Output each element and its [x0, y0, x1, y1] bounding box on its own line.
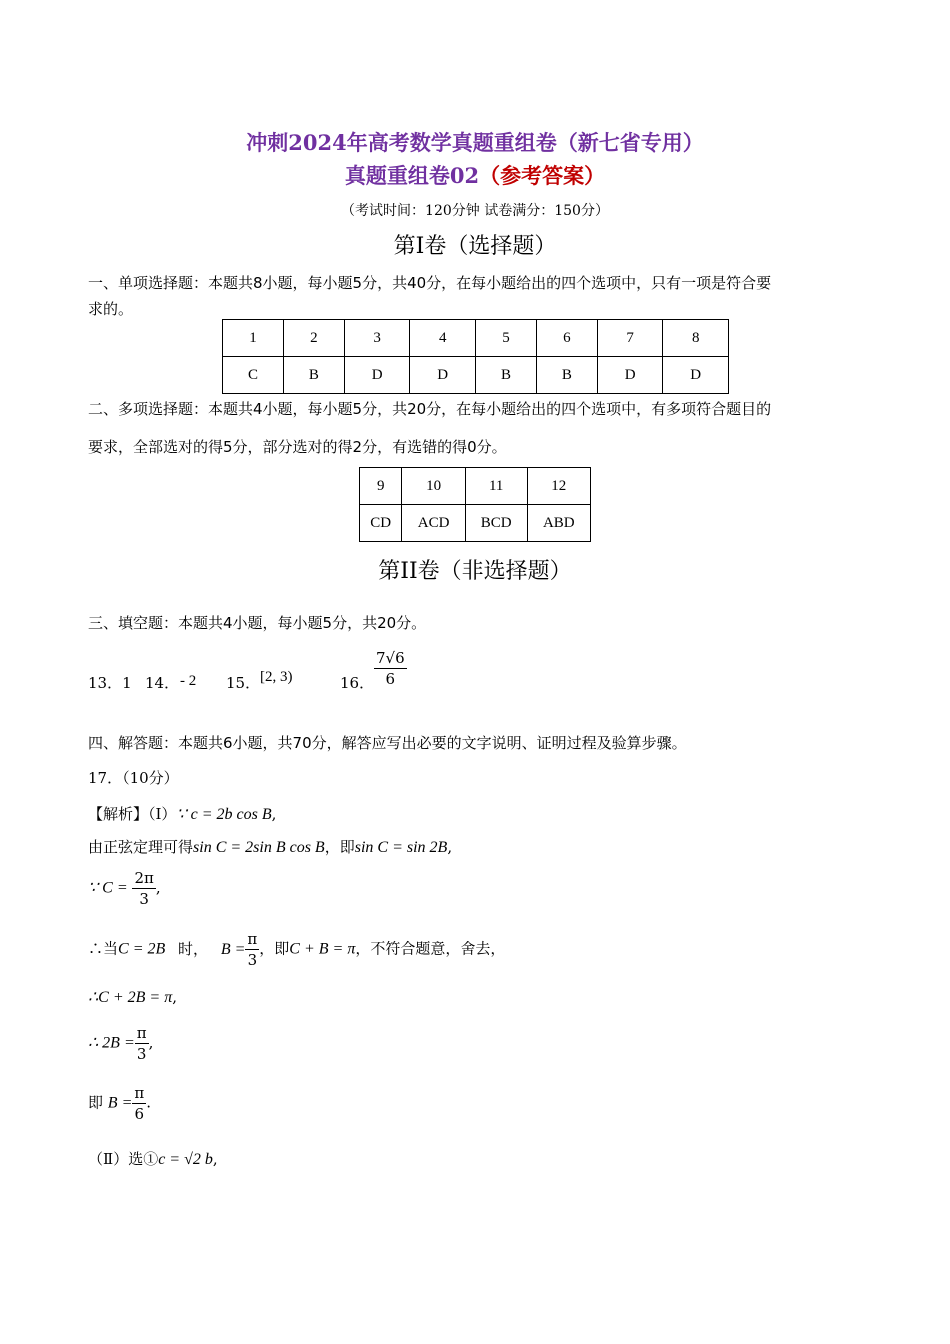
fraction-numerator: 7√6 — [376, 649, 405, 667]
table-cell: B — [283, 357, 344, 394]
section2-line1: 二、多项选择题：本题共4小题，每小题5分，共20分，在每小题给出的四个选项中，有多项符合题目的 — [88, 400, 772, 418]
table-cell: ABD — [527, 505, 590, 542]
table-cell: 12 — [527, 468, 590, 505]
multi-choice-table — [359, 467, 591, 542]
table-cell: B — [536, 357, 597, 394]
table-cell: C — [223, 357, 284, 394]
fraction-denominator: 3 — [247, 951, 258, 969]
table-row — [360, 468, 591, 505]
table-cell: 10 — [402, 468, 465, 505]
table-cell: 5 — [475, 320, 536, 357]
table-cell: D — [663, 357, 729, 394]
fill-q15-label: 15． — [226, 674, 261, 692]
fill-q16-label: 16． — [340, 674, 375, 692]
fraction-numerator: π — [247, 930, 258, 948]
solution-text: 由正弦定理可得 — [88, 838, 194, 856]
section1-line2: 求的。 — [88, 300, 134, 318]
table-row — [223, 320, 729, 357]
table-cell: D — [410, 357, 476, 394]
solution-text: 时， — [178, 939, 209, 958]
table-cell: 3 — [344, 320, 410, 357]
fill-q13: 13．1 — [88, 674, 132, 692]
solution-text: ∴当 — [88, 939, 119, 958]
math-expression: B = — [220, 940, 246, 958]
section2-line2: 要求，全部选对的得5分，部分选对的得2分，有选错的得0分。 — [88, 438, 507, 456]
q17-line4 — [88, 929, 505, 970]
fraction-numerator: 2π — [134, 869, 154, 887]
table-cell: 8 — [663, 320, 729, 357]
math-expression: ∵ c = 2b cos B — [176, 806, 272, 823]
solution-text: ，即 — [259, 939, 290, 958]
math-expression: sin C = 2sin B cos B — [193, 839, 325, 856]
single-choice-table — [222, 319, 729, 394]
table-cell: B — [475, 357, 536, 394]
section4-heading: 四、解答题：本题共6小题，共70分，解答应写出必要的文字说明、证明过程及验算步骤。 — [88, 734, 687, 752]
solution-text: 即 — [88, 1093, 104, 1112]
fill-q14-label: 14． — [145, 674, 180, 692]
table-cell: ACD — [402, 505, 465, 542]
table-cell: 9 — [360, 468, 402, 505]
solution-text: （Ⅱ）选① — [88, 1150, 159, 1168]
table-cell: 2 — [283, 320, 344, 357]
table-row — [360, 505, 591, 542]
q17-line2: 由正弦定理可得sin C = 2sin B cos B，即sin C = sin 2B, — [88, 838, 453, 856]
math-expression: c = √2 b — [158, 1151, 213, 1168]
math-expression: ∵ C = — [88, 879, 128, 897]
subtitle-main: 真题重组卷02 — [344, 163, 480, 188]
table-cell: BCD — [465, 505, 527, 542]
table-row — [223, 357, 729, 394]
q17-label: 17．（10分） — [88, 769, 179, 787]
document-subtitle — [0, 160, 950, 190]
math-expression: C = 2B — [118, 940, 166, 958]
math-expression: ∴C + 2B = π — [88, 989, 173, 1006]
fraction-denominator: 3 — [136, 1045, 147, 1063]
table-cell: 1 — [223, 320, 284, 357]
part2-heading: 第II卷（非选择题） — [378, 559, 572, 584]
table-cell: D — [344, 357, 410, 394]
fraction-numerator: π — [134, 1084, 145, 1102]
q17-line6: ∴ 2B = $\frac{\pi}{3}$ , — [88, 1024, 154, 1063]
q17-line1: 【解析】（Ⅰ）∵ c = 2b cos B, — [88, 805, 277, 823]
part1-heading: 第I卷（选择题） — [393, 234, 557, 259]
table-cell: D — [597, 357, 663, 394]
table-cell: 11 — [465, 468, 527, 505]
math-expression: ∴ 2B = — [88, 1034, 135, 1052]
fill-q16-fraction — [374, 648, 407, 689]
section1-line1: 一、单项选择题：本题共8小题，每小题5分，共40分，在每小题给出的四个选项中，只有一项是符合要 — [88, 274, 772, 292]
solution-prefix: 【解析】（Ⅰ） — [88, 805, 177, 823]
table-cell: CD — [360, 505, 402, 542]
fraction-numerator: π — [136, 1024, 147, 1042]
fill-q14-value: - 2 — [180, 673, 197, 689]
table-cell: 4 — [410, 320, 476, 357]
q17-line8: （Ⅱ）选①c = √2 b, — [88, 1150, 218, 1168]
document-title: 冲刺2024年高考数学真题重组卷（新七省专用） — [246, 130, 704, 155]
math-expression: C + B = π — [289, 940, 356, 958]
solution-text: ，即 — [324, 838, 355, 856]
fraction-denominator: 6 — [385, 670, 396, 688]
q17-line5: ∴C + 2B = π, — [88, 988, 178, 1006]
section3-heading: 三、填空题：本题共4小题，每小题5分，共20分。 — [88, 614, 427, 632]
math-expression: B = — [107, 1094, 133, 1112]
math-expression: sin C = sin 2B — [354, 839, 448, 856]
solution-text: ，不符合题意，舍去， — [355, 939, 506, 958]
fill-q15-value: [2, 3) — [260, 669, 293, 685]
q17-line7: 即 B = $\frac{\pi}{6}$ . — [88, 1084, 152, 1123]
table-cell: 6 — [536, 320, 597, 357]
fraction-denominator: 3 — [139, 890, 149, 908]
subtitle-answer: （参考答案） — [479, 163, 606, 188]
exam-info: （考试时间：120分钟 试卷满分：150分） — [341, 203, 609, 219]
table-cell: 7 — [597, 320, 663, 357]
fraction-denominator: 6 — [134, 1105, 145, 1123]
q17-line3: ∵ C = $\frac{2\pi}{3}$ , — [88, 869, 161, 908]
